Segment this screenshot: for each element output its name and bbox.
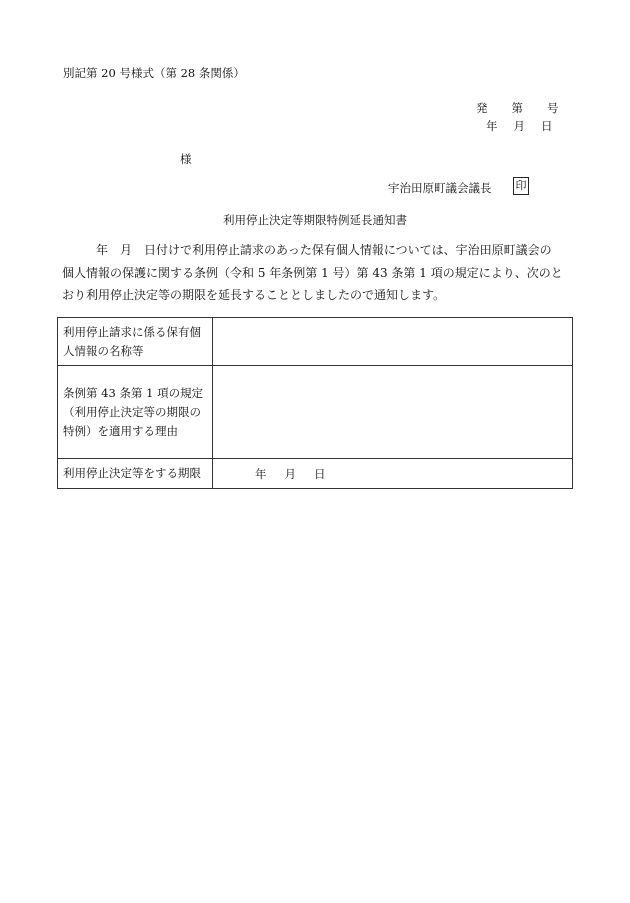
deadline-year: 年	[255, 466, 267, 481]
info-table	[57, 317, 573, 489]
deadline-month: 月	[284, 466, 296, 481]
table-row	[58, 459, 573, 489]
issue-number-part1: 発	[476, 101, 488, 115]
issue-date-day: 日	[541, 119, 553, 133]
body-line-2: 個人情報の保護に関する条例（令和 5 年条例第 1 号）第 43 条第 1 項の規定により、次のと	[62, 265, 563, 280]
addressee-suffix: 様	[180, 152, 192, 166]
deadline-label: 利用停止決定等をする期限	[58, 459, 213, 489]
issue-number-line	[476, 100, 559, 116]
issue-number-part3: 号	[547, 101, 559, 115]
form-label: 別記第 20 号様式（第 28 条関係）	[63, 66, 245, 80]
sender-name: 宇治田原町議会議長	[388, 181, 492, 195]
table-row	[58, 318, 573, 366]
seal-stamp: 印	[513, 177, 529, 195]
body-line-3: おり利用停止決定等の期限を延長することとしましたので通知します。	[62, 288, 446, 302]
document-title: 利用停止決定等期限特例延長通知書	[223, 213, 407, 227]
table-row	[58, 366, 573, 459]
deadline-day: 日	[314, 466, 326, 481]
issue-date-year: 年	[486, 119, 498, 133]
info-name-label: 利用停止請求に係る保有個人情報の名称等	[58, 318, 213, 366]
deadline-value	[213, 459, 573, 489]
issue-number-part2: 第	[511, 101, 523, 115]
info-name-value	[213, 318, 573, 366]
body-line-1: 年 月 日付けで利用停止請求のあった保有個人情報については、宇治田原町議会の	[96, 243, 552, 257]
issue-date-line	[486, 118, 553, 134]
issue-date-month: 月	[513, 119, 525, 133]
reason-value	[213, 366, 573, 459]
body-paragraph	[62, 239, 580, 307]
reason-label: 条例第 43 条第 1 項の規定（利用停止決定等の期限の特例）を適用する理由	[58, 366, 213, 459]
